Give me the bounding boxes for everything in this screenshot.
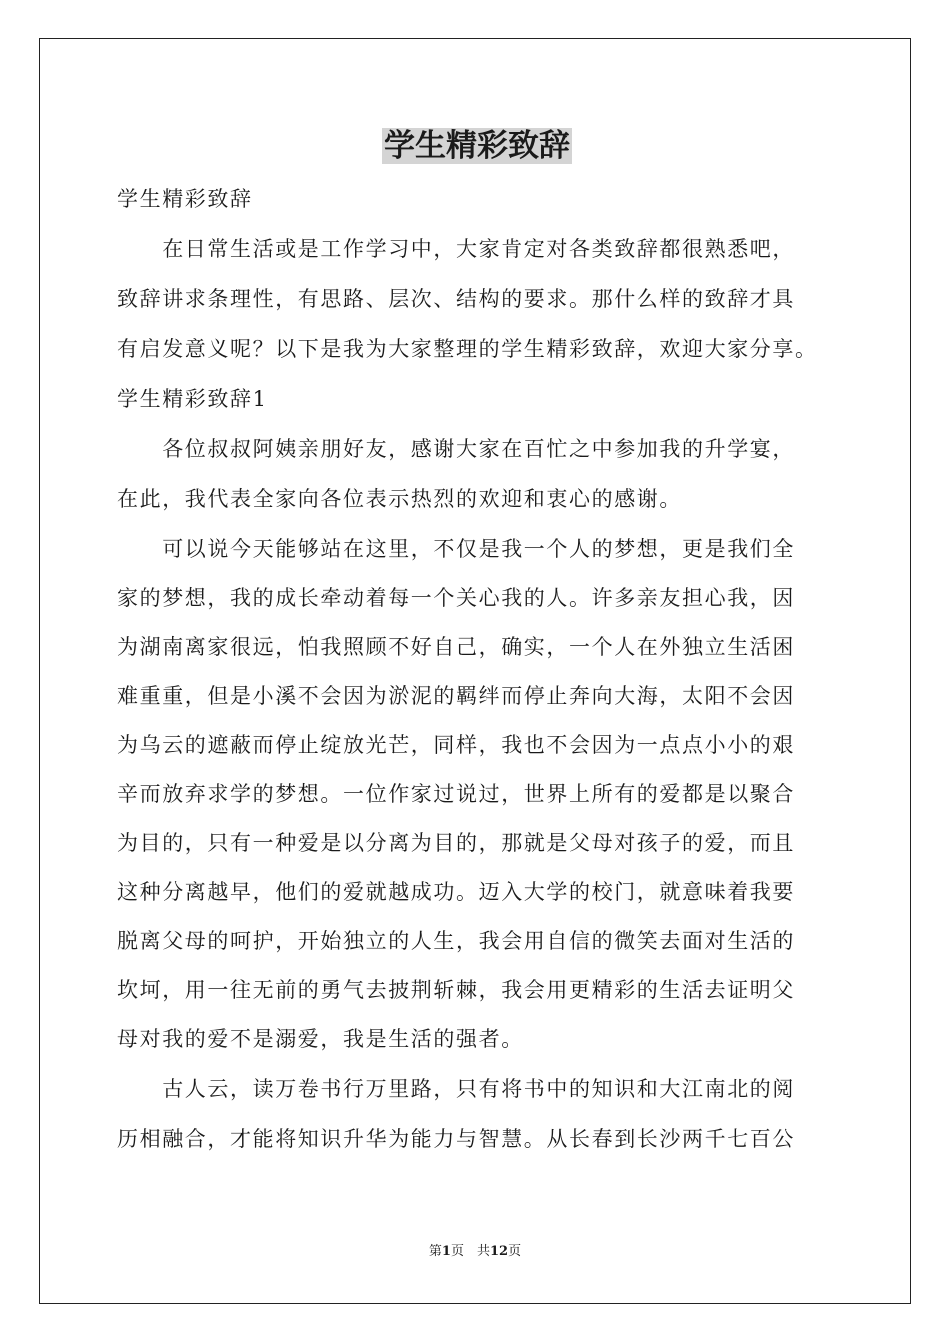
text-line: 致辞讲求条理性，有思路、层次、结构的要求。那什么样的致辞才具 [117, 287, 795, 311]
page-footer [0, 1243, 950, 1261]
document-title-text: 学生精彩致辞 [384, 128, 570, 164]
text-line: 辛而放弃求学的梦想。一位作家过说过，世界上所有的爱都是以聚合 [117, 782, 795, 806]
text-line: 为湖南离家很远，怕我照顾不好自己，确实，一个人在外独立生活困 [117, 635, 795, 659]
text-line: 这种分离越早，他们的爱就越成功。迈入大学的校门，就意味着我要 [117, 880, 795, 904]
text-line: 脱离父母的呵护，开始独立的人生，我会用自信的微笑去面对生活的 [117, 929, 795, 953]
text-line: 各位叔叔阿姨亲朋好友，感谢大家在百忙之中参加我的升学宴， [117, 437, 795, 461]
document-title [117, 124, 837, 168]
text-line: 难重重，但是小溪不会因为淤泥的羁绊而停止奔向大海，太阳不会因 [117, 684, 795, 708]
text-line: 在日常生活或是工作学习中，大家肯定对各类致辞都很熟悉吧， [117, 237, 795, 261]
footer-page-suffix: 页 共 [450, 1244, 490, 1259]
text-line: 学生精彩致辞1 [117, 387, 268, 411]
text-line: 在此，我代表全家向各位表示热烈的欢迎和衷心的感谢。 [117, 487, 682, 511]
text-line: 家的梦想，我的成长牵动着每一个关心我的人。许多亲友担心我，因 [117, 586, 795, 610]
page-border [39, 38, 911, 1304]
text-line: 为乌云的遮蔽而停止绽放光芒，同样，我也不会因为一点点小小的艰 [117, 733, 795, 757]
text-line: 古人云，读万卷书行万里路，只有将书中的知识和大江南北的阅 [117, 1077, 795, 1101]
text-line: 坎坷，用一往无前的勇气去披荆斩棘，我会用更精彩的生活去证明父 [117, 978, 795, 1002]
footer-total-suffix: 页 [508, 1244, 522, 1259]
text-line: 学生精彩致辞 [117, 187, 253, 211]
text-line: 母对我的爱不是溺爱，我是生活的强者。 [117, 1027, 524, 1051]
footer-page-number: 1 [441, 1244, 451, 1259]
text-line: 有启发意义呢？以下是我为大家整理的学生精彩致辞，欢迎大家分享。 [117, 337, 818, 361]
text-line: 可以说今天能够站在这里，不仅是我一个人的梦想，更是我们全 [117, 537, 795, 561]
text-line: 历相融合，才能将知识升华为能力与智慧。从长春到长沙两千七百公 [117, 1127, 795, 1151]
footer-total-pages: 12 [489, 1244, 509, 1259]
footer-page-prefix: 第 [428, 1244, 442, 1259]
text-line: 为目的，只有一种爱是以分离为目的，那就是父母对孩子的爱，而且 [117, 831, 795, 855]
